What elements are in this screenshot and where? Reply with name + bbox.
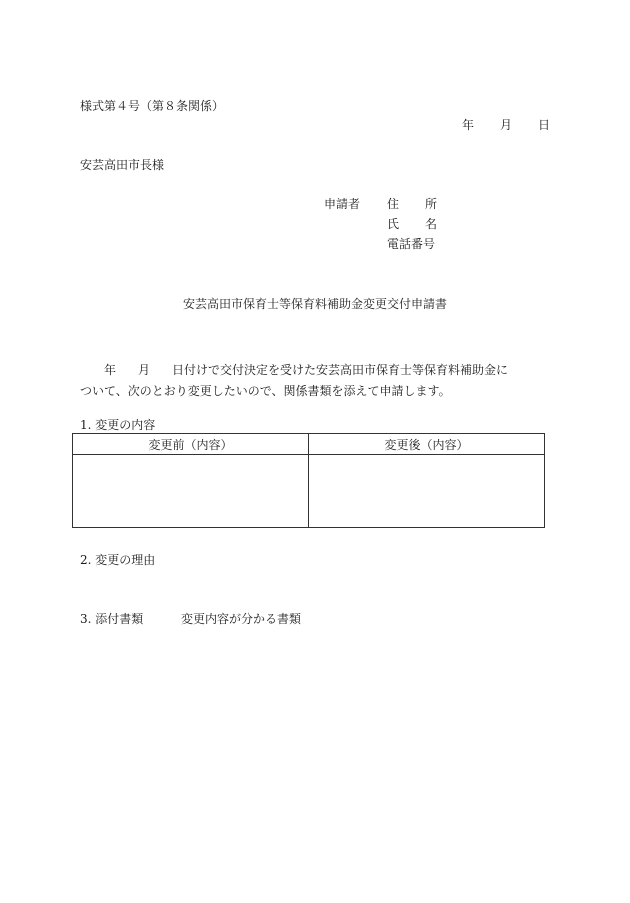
applicant-address-row xyxy=(387,198,437,218)
name-label: 氏名 xyxy=(387,217,437,231)
header-before-change: 変更前（内容） xyxy=(73,434,309,455)
document-title: 安芸高田市保育士等保育料補助金変更交付申請書 xyxy=(182,297,447,311)
cell-before-change[interactable] xyxy=(73,455,309,528)
address-label: 住所 xyxy=(387,197,437,211)
body-year-label: 年 xyxy=(104,363,117,377)
date-month-label: 月 xyxy=(500,118,513,132)
section1-heading: 1. 変更の内容 xyxy=(80,418,156,432)
applicant-name-row xyxy=(387,218,437,238)
table-row xyxy=(73,455,545,528)
section3-heading: 3. 添付書類 xyxy=(80,612,144,626)
section3-attachment-value: 変更内容が分かる書類 xyxy=(181,612,302,626)
date-day-label: 日 xyxy=(538,118,551,132)
date-line xyxy=(462,119,550,131)
body-text-line2: ついて、次のとおり変更したいので、関係書類を添えて申請します。 xyxy=(80,384,451,398)
table-header-row xyxy=(73,434,545,455)
cell-after-change[interactable] xyxy=(309,455,545,528)
applicant-label: 申請者 xyxy=(324,197,361,211)
form-number: 様式第４号（第８条関係） xyxy=(80,99,225,113)
date-year-label: 年 xyxy=(462,118,475,132)
applicant-block xyxy=(387,198,437,258)
section2-heading: 2. 変更の理由 xyxy=(80,553,156,567)
header-after-change: 変更後（内容） xyxy=(309,434,545,455)
body-text xyxy=(80,360,550,402)
applicant-phone-row xyxy=(387,238,437,258)
phone-label: 電話番号 xyxy=(387,237,436,251)
body-month-label: 月 xyxy=(138,363,151,377)
change-content-table xyxy=(72,433,545,528)
body-text-line1: 日付けで交付決定を受けた安芸高田市保育士等保育料補助金に xyxy=(172,363,509,377)
addressee: 安芸高田市長様 xyxy=(80,158,165,172)
